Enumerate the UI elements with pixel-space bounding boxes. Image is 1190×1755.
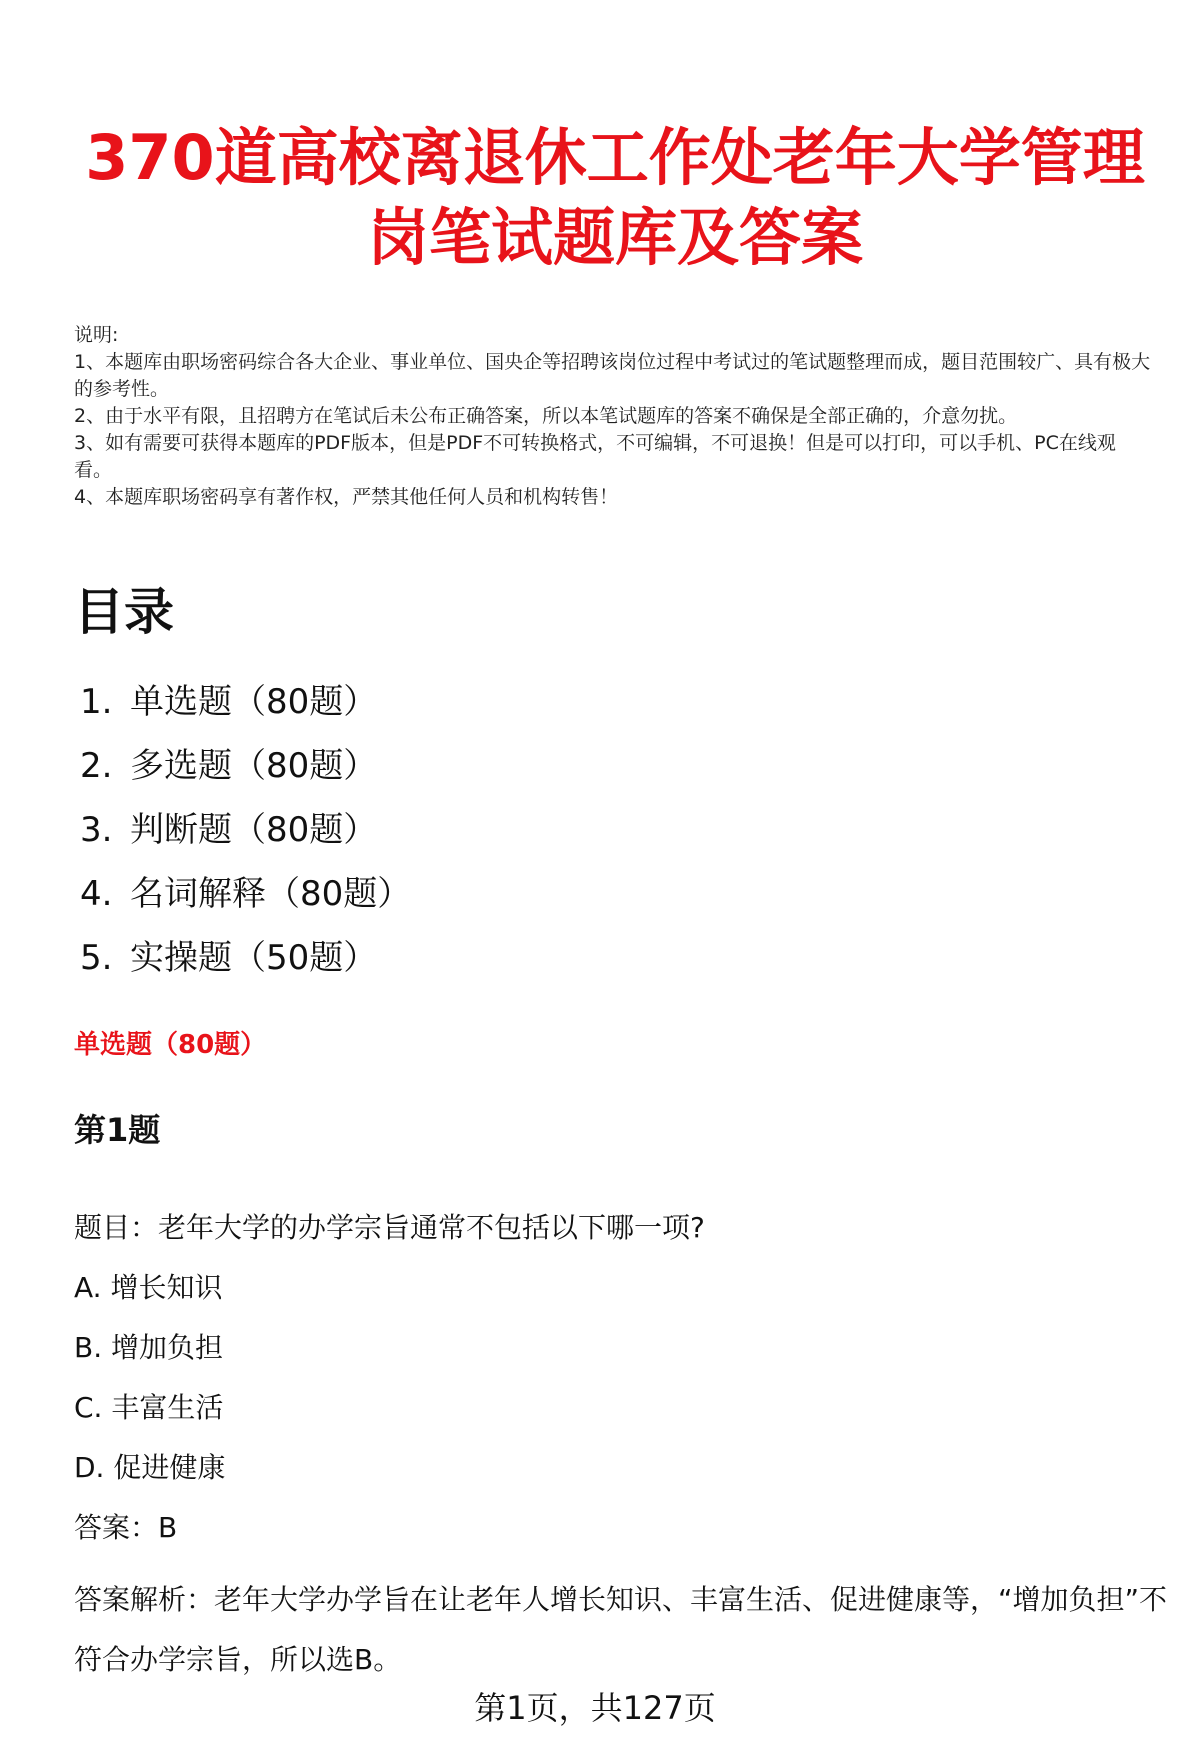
toc-list xyxy=(80,682,411,1002)
toc-item-number: 4. xyxy=(80,874,113,914)
page-footer: 第1页，共127页 xyxy=(474,1689,716,1727)
document-title: 370道高校离退休工作处老年大学管理岗笔试题库及答案 xyxy=(85,121,1145,274)
toc-item-label: 多选题（80题） xyxy=(130,746,378,786)
toc-item-number: 2. xyxy=(80,746,113,786)
note-item: 1、本题库由职场密码综合各大企业、事业单位、国央企等招聘该岗位过程中考试过的笔试题整理而成，题目范围较广、具有极大的参考性。 xyxy=(74,351,1151,400)
toc-item[interactable] xyxy=(80,938,411,1002)
toc-item-label: 单选题（80题） xyxy=(130,682,378,722)
answer: 答案：B xyxy=(74,1511,178,1544)
question-number: 第1题 xyxy=(74,1111,161,1149)
option-b: B. 增加负担 xyxy=(74,1331,224,1364)
option-d: D. 促进健康 xyxy=(74,1451,226,1484)
note-item: 3、如有需要可获得本题库的PDF版本，但是PDF不可转换格式，不可编辑，不可退换！但是可以打印，可以手机、PC在线观看。 xyxy=(74,432,1116,481)
toc-item-number: 1. xyxy=(80,682,113,722)
note-item: 4、本题库职场密码享有著作权，严禁其他任何人员和机构转售！ xyxy=(74,486,619,508)
toc-item[interactable] xyxy=(80,746,411,810)
notes-heading: 说明: xyxy=(74,324,119,346)
option-a: A. 增长知识 xyxy=(74,1271,223,1304)
toc-item[interactable] xyxy=(80,682,411,746)
toc-item[interactable] xyxy=(80,874,411,938)
toc-item-number: 3. xyxy=(80,810,113,850)
option-c: C. 丰富生活 xyxy=(74,1391,224,1424)
toc-item-label: 名词解释（80题） xyxy=(130,874,412,914)
toc-item-number: 5. xyxy=(80,938,113,978)
question-body xyxy=(74,1210,1174,1690)
section-heading: 单选题（80题） xyxy=(74,1030,267,1060)
toc-item-label: 实操题（50题） xyxy=(130,938,378,978)
toc-heading: 目录 xyxy=(74,583,174,641)
notes-block xyxy=(74,322,1152,511)
question-stem: 题目：老年大学的办学宗旨通常不包括以下哪一项? xyxy=(74,1211,705,1244)
note-item: 2、由于水平有限，且招聘方在笔试后未公布正确答案，所以本笔试题库的答案不确保是全部正确的，介意勿扰。 xyxy=(74,405,1018,427)
answer-explanation: 答案解析：老年大学办学旨在让老年人增长知识、丰富生活、促进健康等，“增加负担”不符合办学宗旨，所以选B。 xyxy=(74,1583,1168,1676)
toc-item[interactable] xyxy=(80,810,411,874)
toc-item-label: 判断题（80题） xyxy=(130,810,378,850)
